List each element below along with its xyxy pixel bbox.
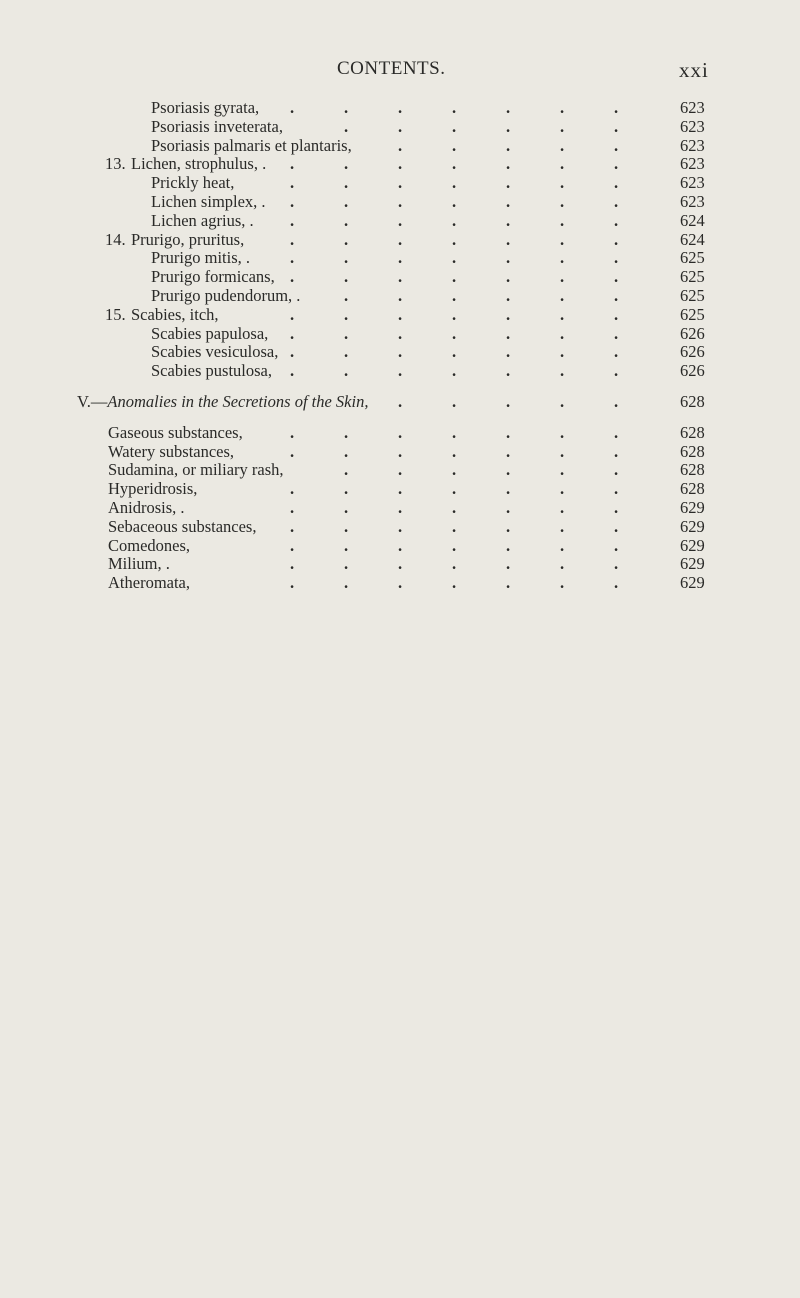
leader-dot: .	[398, 248, 403, 268]
toc-entry	[0, 249, 800, 268]
entry-page: 625	[680, 304, 705, 324]
leader-dot: .	[344, 573, 349, 593]
toc-entry	[0, 231, 800, 250]
leader-dot: .	[452, 342, 457, 362]
leader-dot: .	[506, 361, 511, 381]
leader-dot: .	[290, 516, 295, 536]
entry-label: Prurigo pudendorum, .	[151, 285, 301, 305]
leader-dot: .	[398, 116, 403, 136]
leader-dot: .	[290, 361, 295, 381]
leader-dot: .	[452, 573, 457, 593]
entry-page: 623	[680, 154, 705, 174]
entry-label: Sebaceous substances,	[108, 516, 257, 536]
leader-dot: .	[614, 535, 619, 555]
leader-dot: .	[506, 516, 511, 536]
leader-dot: .	[506, 479, 511, 499]
entry-label: Lichen agrius, .	[151, 210, 254, 230]
page-header	[0, 58, 800, 82]
leader-dot: .	[560, 229, 565, 249]
leader-dot: .	[452, 554, 457, 574]
leader-dot: .	[398, 479, 403, 499]
toc-entry	[0, 287, 800, 306]
entry-label: Psoriasis inveterata,	[151, 116, 283, 136]
toc-entry	[0, 537, 800, 556]
leader-dot: .	[506, 285, 511, 305]
leader-dot: .	[290, 304, 295, 324]
leader-dot: .	[614, 342, 619, 362]
toc-entry	[0, 268, 800, 287]
leader-dot: .	[560, 173, 565, 193]
entry-page: 623	[680, 98, 705, 117]
leader-dot: .	[344, 460, 349, 480]
leader-dot: .	[452, 285, 457, 305]
entry-page: 628	[680, 422, 705, 442]
entry-label: Psoriasis palmaris et plantaris,	[151, 135, 352, 155]
leader-dot: .	[614, 285, 619, 305]
leader-dot: .	[614, 173, 619, 193]
leader-dot: .	[398, 135, 403, 155]
leader-dot: .	[614, 554, 619, 574]
leader-dot: .	[506, 135, 511, 155]
leader-dot: .	[398, 516, 403, 536]
leader-dot: .	[452, 460, 457, 480]
entry-label: Psoriasis gyrata,	[151, 98, 260, 117]
entry-label: Anidrosis, .	[108, 497, 185, 517]
leader-dot: .	[560, 135, 565, 155]
leader-dot: .	[290, 229, 295, 249]
entry-page: 629	[680, 497, 705, 517]
leader-dot: .	[290, 323, 295, 343]
leader-dot: .	[614, 229, 619, 249]
leader-dot: .	[560, 422, 565, 442]
leader-dot: .	[452, 173, 457, 193]
entry-label: Scabies papulosa,	[151, 323, 269, 343]
leader-dot: .	[290, 267, 295, 287]
entry-label: Hyperidrosis,	[108, 479, 198, 499]
toc-entry	[0, 306, 800, 325]
section-label	[77, 393, 368, 412]
leader-dot: .	[398, 191, 403, 211]
running-title: CONTENTS.	[337, 58, 446, 79]
toc-entry	[0, 193, 800, 212]
leader-dot: .	[614, 497, 619, 517]
leader-dot: .	[452, 497, 457, 517]
entry-number: 15.	[105, 304, 126, 324]
leader-dot: .	[290, 342, 295, 362]
leader-dot: .	[506, 229, 511, 249]
leader-dot: .	[506, 441, 511, 461]
leader-dot: .	[290, 98, 295, 117]
leader-dot: .	[344, 304, 349, 324]
entry-page: 629	[680, 573, 705, 593]
leader-dot: .	[560, 191, 565, 211]
leader-dot: .	[290, 173, 295, 193]
leader-dot: .	[398, 229, 403, 249]
leader-dot: .	[344, 154, 349, 174]
entry-page: 626	[680, 361, 705, 381]
leader-dot: .	[614, 267, 619, 287]
leader-dot: .	[398, 441, 403, 461]
leader-dot: .	[452, 210, 457, 230]
leader-dot: .	[290, 554, 295, 574]
entry-page: 629	[680, 516, 705, 536]
leader-dot: .	[344, 285, 349, 305]
leader-dot: .	[452, 229, 457, 249]
leader-dot: .	[560, 154, 565, 174]
leader-dot: .	[614, 460, 619, 480]
leader-dot: .	[560, 460, 565, 480]
leader-dot: .	[614, 248, 619, 268]
leader-dot: .	[398, 323, 403, 343]
entry-label: Gaseous substances,	[108, 422, 243, 442]
leader-dot: .	[344, 342, 349, 362]
leader-dot: .	[560, 361, 565, 381]
leader-dot: .	[560, 342, 565, 362]
leader-dot: .	[452, 516, 457, 536]
leader-dot: .	[344, 229, 349, 249]
entry-page: 624	[680, 229, 705, 249]
leader-dot: .	[506, 98, 511, 117]
leader-dot: .	[560, 535, 565, 555]
leader-dot: .	[344, 479, 349, 499]
leader-dot: .	[506, 173, 511, 193]
entry-page: 625	[680, 267, 705, 287]
leader-dot: .	[614, 135, 619, 155]
leader-dot: .	[290, 154, 295, 174]
toc-entry	[0, 137, 800, 156]
leader-dot: .	[614, 361, 619, 381]
leader-dot: .	[398, 267, 403, 287]
toc-entry	[0, 555, 800, 574]
entry-page: 626	[680, 342, 705, 362]
leader-dot: .	[290, 210, 295, 230]
leader-dot: .	[614, 516, 619, 536]
entry-page: 624	[680, 210, 705, 230]
leader-dot: .	[560, 479, 565, 499]
leader-dot: .	[506, 116, 511, 136]
leader-dot: .	[290, 535, 295, 555]
leader-dot: .	[452, 154, 457, 174]
entry-number: 14.	[105, 229, 126, 249]
entry-label: Scabies pustulosa,	[151, 361, 272, 381]
leader-dot: .	[614, 304, 619, 324]
toc-section-heading	[0, 393, 800, 412]
leader-dot: .	[344, 210, 349, 230]
section-prefix: V.—	[77, 391, 108, 411]
leader-dot: .	[614, 154, 619, 174]
toc-entry	[0, 443, 800, 462]
leader-dot: .	[560, 248, 565, 268]
leader-dot: .	[344, 422, 349, 442]
entry-page: 626	[680, 323, 705, 343]
leader-dot: .	[452, 323, 457, 343]
entry-page: 623	[680, 191, 705, 211]
leader-dot: .	[614, 210, 619, 230]
entry-page: 625	[680, 285, 705, 305]
leader-dot: .	[452, 135, 457, 155]
leader-dot: .	[398, 573, 403, 593]
leader-dot: .	[506, 267, 511, 287]
leader-dot: .	[560, 573, 565, 593]
entry-label: Prurigo formicans,	[151, 267, 275, 287]
leader-dot: .	[452, 304, 457, 324]
leader-dot: .	[290, 497, 295, 517]
leader-dot: .	[344, 361, 349, 381]
leader-dot: .	[614, 573, 619, 593]
leader-dot: .	[560, 285, 565, 305]
leader-dot: .	[560, 497, 565, 517]
section-entries	[0, 424, 800, 593]
leader-dot: .	[290, 441, 295, 461]
entry-page: 628	[680, 441, 705, 461]
entry-label: Lichen simplex, .	[151, 191, 266, 211]
leader-dot: .	[506, 342, 511, 362]
section-title: Anomalies in the Secretions of the Skin,	[107, 391, 369, 411]
leader-dot: .	[560, 554, 565, 574]
leader-dot: .	[398, 154, 403, 174]
entry-page: 623	[680, 116, 705, 136]
entry-page: 625	[680, 248, 705, 268]
leader-dot: .	[506, 210, 511, 230]
leader-dot: .	[452, 191, 457, 211]
leader-dot: .	[560, 98, 565, 117]
leader-dot: .	[344, 554, 349, 574]
leader-dot: .	[452, 361, 457, 381]
leader-dot: .	[614, 98, 619, 117]
toc-entry	[0, 424, 800, 443]
toc-entry	[0, 499, 800, 518]
leader-dot: .	[398, 361, 403, 381]
leader-dot: .	[398, 98, 403, 117]
toc-entry	[0, 174, 800, 193]
table-of-contents	[0, 99, 800, 593]
toc-entries	[0, 99, 800, 381]
section-page: 628	[680, 391, 705, 411]
leader-dot: .	[560, 441, 565, 461]
leader-dot: .	[344, 441, 349, 461]
leader-dot: .	[560, 210, 565, 230]
leader-dot: .	[398, 285, 403, 305]
leader-dot: .	[398, 342, 403, 362]
entry-number: 13.	[105, 154, 126, 174]
leader-dot: .	[614, 391, 619, 411]
leader-dot: .	[398, 422, 403, 442]
entry-label: Prurigo, pruritus,	[131, 229, 245, 249]
leader-dot: .	[344, 191, 349, 211]
leader-dot: .	[506, 248, 511, 268]
toc-entry	[0, 574, 800, 593]
leader-dot: .	[398, 535, 403, 555]
leader-dot: .	[560, 267, 565, 287]
leader-dot: .	[560, 116, 565, 136]
leader-dot: .	[614, 116, 619, 136]
entry-label: Watery substances,	[108, 441, 235, 461]
entry-label: Scabies vesiculosa,	[151, 342, 279, 362]
leader-dot: .	[506, 391, 511, 411]
leader-dot: .	[398, 497, 403, 517]
leader-dot: .	[290, 191, 295, 211]
leader-dot: .	[344, 267, 349, 287]
leader-dot: .	[398, 391, 403, 411]
leader-dot: .	[398, 210, 403, 230]
toc-entry	[0, 99, 800, 118]
entry-page: 623	[680, 135, 705, 155]
leader-dot: .	[398, 304, 403, 324]
leader-dot: .	[560, 391, 565, 411]
leader-dot: .	[452, 441, 457, 461]
leader-dot: .	[452, 98, 457, 117]
leader-dot: .	[506, 554, 511, 574]
leader-dot: .	[290, 422, 295, 442]
leader-dot: .	[344, 98, 349, 117]
entry-label: Scabies, itch,	[131, 304, 219, 324]
leader-dot: .	[398, 173, 403, 193]
leader-dot: .	[506, 535, 511, 555]
page-number: xxi	[679, 58, 709, 82]
leader-dot: .	[506, 422, 511, 442]
leader-dot: .	[614, 441, 619, 461]
leader-dot: .	[560, 304, 565, 324]
leader-dot: .	[344, 497, 349, 517]
leader-dot: .	[398, 554, 403, 574]
entry-page: 628	[680, 479, 705, 499]
leader-dot: .	[344, 516, 349, 536]
leader-dot: .	[614, 191, 619, 211]
leader-dot: .	[344, 173, 349, 193]
leader-dot: .	[506, 191, 511, 211]
entry-label: Sudamina, or miliary rash,	[108, 460, 284, 480]
leader-dot: .	[452, 248, 457, 268]
toc-entry	[0, 118, 800, 137]
entry-label: Milium, .	[108, 554, 170, 574]
leader-dot: .	[506, 573, 511, 593]
entry-page: 629	[680, 535, 705, 555]
leader-dot: .	[290, 248, 295, 268]
leader-dot: .	[506, 154, 511, 174]
toc-entry	[0, 362, 800, 381]
toc-entry	[0, 518, 800, 537]
entry-page: 623	[680, 173, 705, 193]
leader-dot: .	[452, 479, 457, 499]
leader-dot: .	[614, 479, 619, 499]
leader-dot: .	[398, 460, 403, 480]
leader-dot: .	[506, 304, 511, 324]
leader-dot: .	[506, 460, 511, 480]
leader-dot: .	[614, 323, 619, 343]
leader-dot: .	[560, 323, 565, 343]
leader-dot: .	[560, 516, 565, 536]
leader-dot: .	[614, 422, 619, 442]
leader-dot: .	[290, 573, 295, 593]
toc-entry	[0, 325, 800, 344]
toc-entry	[0, 461, 800, 480]
leader-dot: .	[452, 267, 457, 287]
entry-label: Lichen, strophulus, .	[131, 154, 267, 174]
leader-dot: .	[452, 391, 457, 411]
leader-dot: .	[344, 535, 349, 555]
leader-dot: .	[452, 535, 457, 555]
entry-page: 628	[680, 460, 705, 480]
leader-dot: .	[290, 479, 295, 499]
leader-dot: .	[452, 422, 457, 442]
leader-dot: .	[452, 116, 457, 136]
entry-label: Atheromata,	[108, 573, 191, 593]
leader-dot: .	[344, 116, 349, 136]
toc-entry	[0, 343, 800, 362]
leader-dot: .	[344, 323, 349, 343]
leader-dot: .	[506, 323, 511, 343]
entry-label: Prurigo mitis, .	[151, 248, 251, 268]
entry-label: Comedones,	[108, 535, 191, 555]
entry-page: 629	[680, 554, 705, 574]
toc-entry	[0, 155, 800, 174]
toc-entry	[0, 480, 800, 499]
entry-label: Prickly heat,	[151, 173, 235, 193]
toc-entry	[0, 212, 800, 231]
leader-dot: .	[344, 248, 349, 268]
leader-dot: .	[506, 497, 511, 517]
